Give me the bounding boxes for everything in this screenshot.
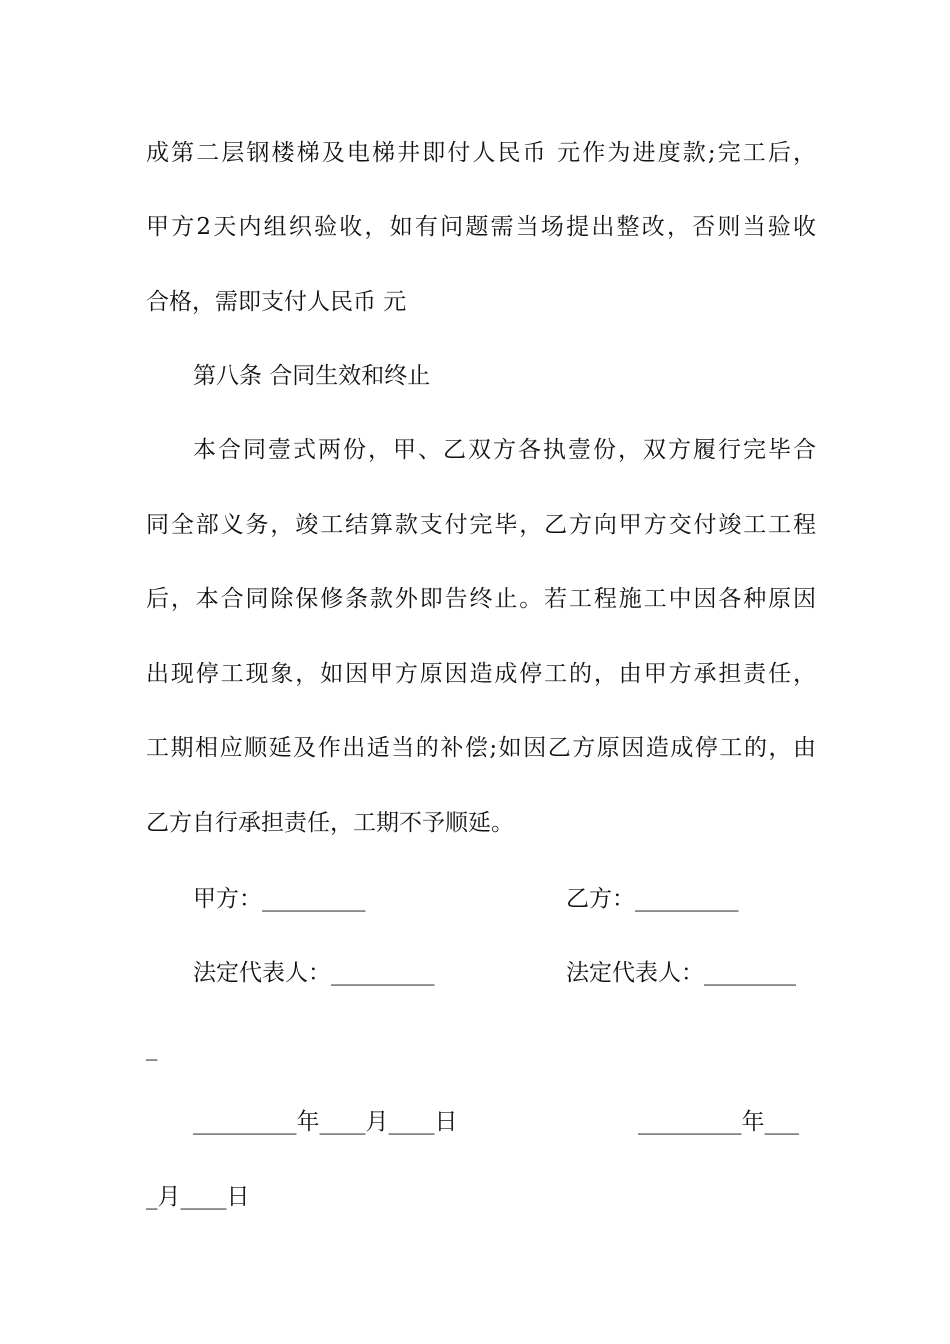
party-b-date-wrap: _月____日 [146, 1184, 250, 1210]
article-8-line-4: 出现停工现象，如因甲方原因造成停工的，由甲方承担责任， [146, 661, 816, 687]
article-8-heading: 第八条 合同生效和终止 [193, 363, 431, 389]
party-b-signature: 乙方：_________ [566, 886, 739, 912]
paragraph-payment-line-3: 合格，需即支付人民币 元 [146, 289, 407, 315]
paragraph-payment-line-2: 甲方2天内组织验收，如有问题需当场提出整改，否则当验收 [146, 214, 816, 240]
article-8-line-1: 本合同壹式两份，甲、乙双方各执壹份，双方履行完毕合 [193, 437, 816, 463]
paragraph-payment-line-1: 成第二层钢楼梯及电梯井即付人民币 元作为进度款;完工后， [146, 140, 816, 166]
article-8-line-2: 同全部义务，竣工结算款支付完毕，乙方向甲方交付竣工工程 [146, 512, 816, 538]
party-a-date: _________年____月____日 [193, 1109, 458, 1135]
party-b-date: _________年___ [638, 1109, 799, 1135]
article-8-line-5: 工期相应顺延及作出适当的补偿;如因乙方原因造成停工的，由 [146, 735, 816, 761]
party-a-legal-representative: 法定代表人：_________ [193, 960, 435, 986]
party-b-legal-representative: 法定代表人：________ [566, 960, 796, 986]
party-b-legal-representative-wrap: _ [146, 1035, 158, 1061]
party-a-signature: 甲方：_________ [193, 886, 366, 912]
article-8-line-6: 乙方自行承担责任，工期不予顺延。 [146, 810, 514, 836]
article-8-line-3: 后，本合同除保修条款外即告终止。若工程施工中因各种原因 [146, 586, 816, 612]
